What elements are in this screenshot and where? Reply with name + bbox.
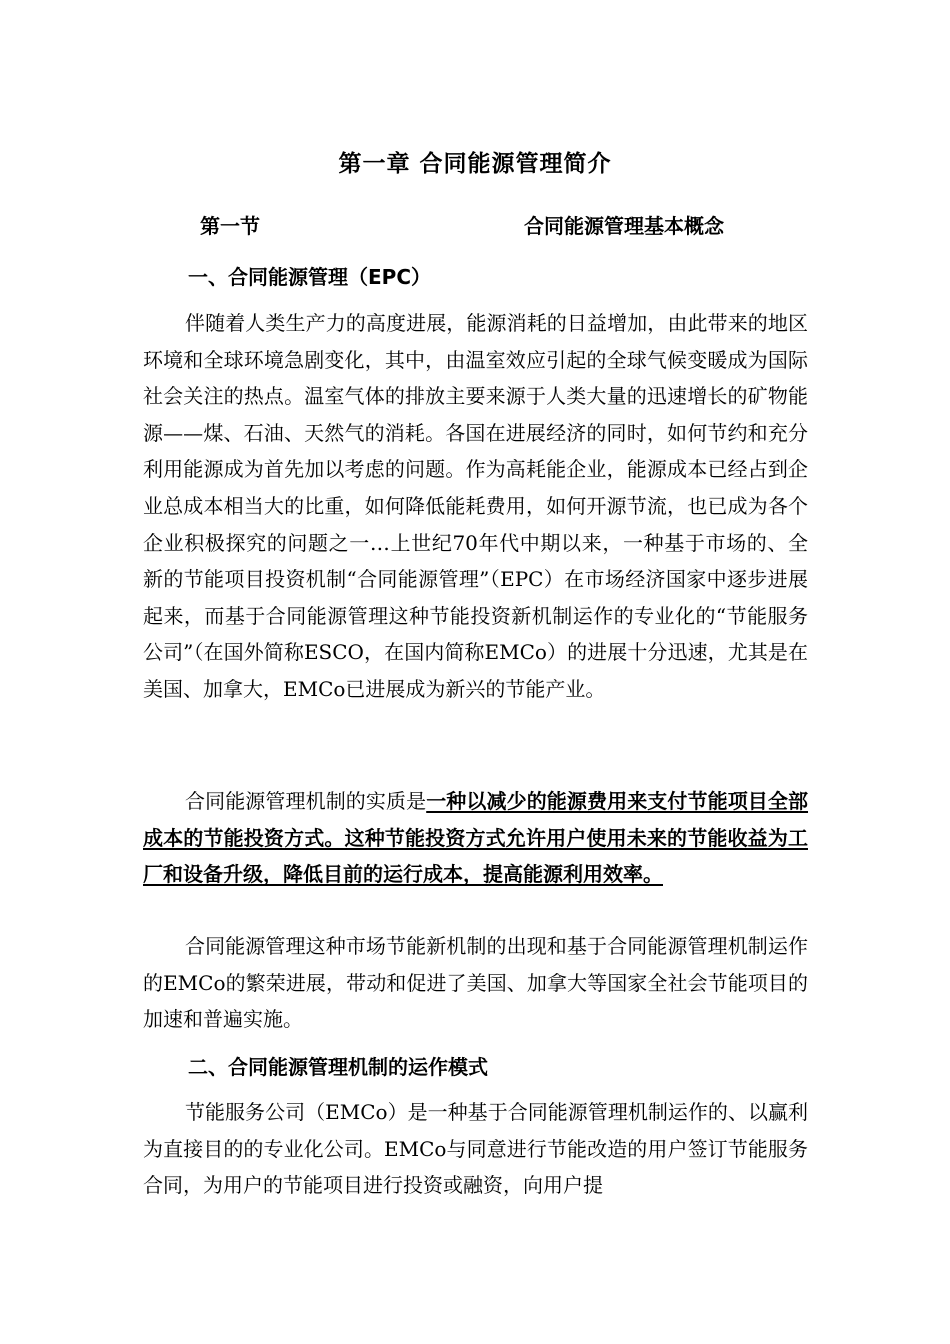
chapter-title: 第一章 合同能源管理简介: [338, 151, 612, 177]
heading-epc: 一、合同能源管理（EPC）: [188, 265, 431, 289]
section-title: 合同能源管理基本概念: [524, 214, 724, 238]
paragraph-essence-lead: 合同能源管理机制的实质是: [185, 789, 427, 813]
section-label: 第一节: [200, 214, 260, 238]
heading-operation-mode: 二、合同能源管理机制的运作模式: [188, 1055, 488, 1079]
paragraph-impact: 合同能源管理这种市场节能新机制的出现和基于合同能源管理机制运作的EMCo的繁荣进展，带动和促进了美国、加拿大等国家全社会节能项目的加速和普遍实施。: [143, 934, 808, 1032]
paragraph-emco: 节能服务公司（EMCo）是一种基于合同能源管理机制运作的、以赢利为直接目的的专业化公司。EMCo与同意进行节能改造的用户签订节能服务合同，为用户的节能项目进行投资或融资，向用户提: [143, 1100, 808, 1198]
paragraph-background: 伴随着人类生产力的高度进展，能源消耗的日益增加，由此带来的地区环境和全球环境急剧变化，其中，由温室效应引起的全球气候变暖成为国际社会关注的热点。温室气体的排放主要来源于人类大量的迅速增长的矿物能源——煤、石油、天然气的消耗。各国在进展经济的同时，如何节约和充分利用能源成为首先加以考虑的问题。作为高耗能企业，能源成本已经占到企业总成本相当大的比重，如何降低能耗费用，如何开源节流，也已成为各个企业积极探究的问题之一…上世纪70年代中期以来，一种基于市场的、全新的节能项目投资机制“合同能源管理”（EPC）在市场经济国家中逐步进展起来，而基于合同能源管理这种节能投资新机制运作的专业化的“节能服务公司”（在国外简称ESCO，在国内简称EMCo）的进展十分迅速，尤其是在美国、加拿大，EMCo已进展成为新兴的节能产业。: [143, 311, 808, 701]
paragraph-essence: [143, 783, 808, 893]
paragraph-essence-emphasis: 一种以减少的能源费用来支付节能项目全部成本的节能投资方式。这种节能投资方式允许用户使用未来的节能收益为工厂和设备升级，降低目前的运行成本，提高能源利用效率。: [143, 789, 809, 887]
